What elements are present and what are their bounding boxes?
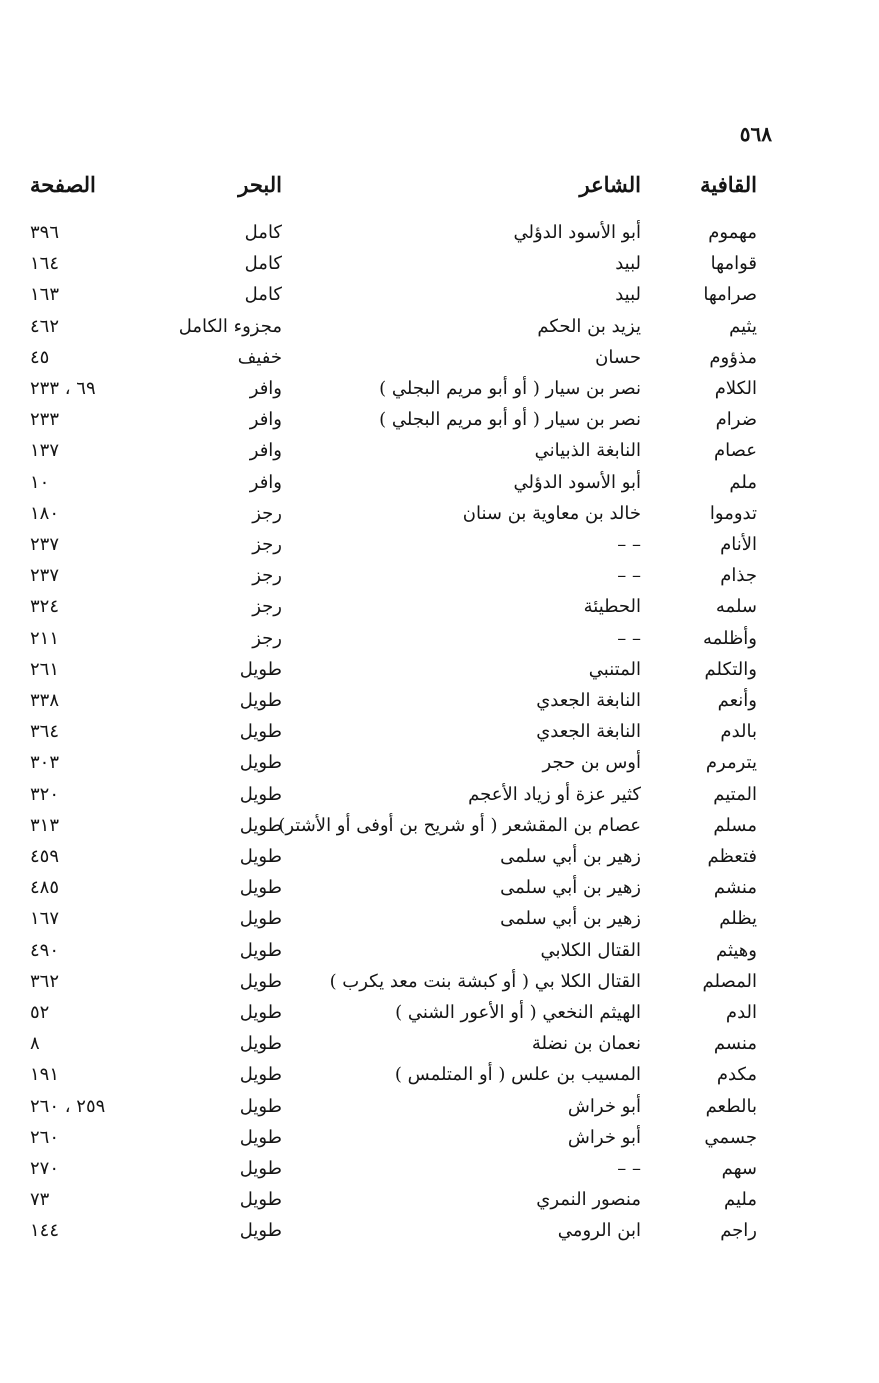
page-cell: ٥٢ (30, 1002, 50, 1023)
table-row (0, 815, 879, 846)
meter-cell: طويل (239, 846, 282, 867)
page-cell: ٢٦١ (30, 658, 60, 680)
poet-cell: – – (617, 534, 641, 555)
table-row (0, 628, 879, 659)
page-cell: ٣٢٤ (30, 596, 60, 618)
table-header (0, 172, 879, 206)
table-row (0, 1064, 879, 1095)
page-cell: ١٨٠ (30, 502, 60, 524)
page-cell: ٤٥٩ (30, 846, 60, 867)
table-row (0, 1158, 879, 1189)
rhyme-cell: مذؤوم (709, 346, 757, 368)
table-row (0, 784, 879, 815)
table-row (0, 940, 879, 971)
meter-cell: كامل (244, 253, 282, 275)
rhyme-cell: جذام (720, 565, 757, 587)
meter-cell: طويل (239, 1033, 282, 1055)
page-cell: ٢٣٧ (30, 565, 60, 587)
table-row (0, 565, 879, 596)
meter-cell: طويل (239, 1126, 282, 1148)
rhyme-cell: منسم (713, 1033, 757, 1055)
poet-cell: أبو خراش (567, 1126, 641, 1148)
meter-cell: رجز (252, 565, 282, 587)
table-row (0, 440, 879, 471)
poet-cell: النابغة الذبياني (534, 440, 641, 462)
rhyme-cell: مكدم (716, 1064, 757, 1086)
table-row (0, 690, 879, 721)
meter-cell: طويل (239, 877, 282, 899)
page-cell: ٤٥ (30, 346, 50, 368)
poet-cell: لبيد (615, 253, 641, 275)
rhyme-cell: الدم (725, 1002, 757, 1023)
table-row (0, 316, 879, 347)
poet-cell: الهيثم النخعي ( أو الأعور الشني ) (395, 1002, 641, 1023)
rhyme-cell: وهيثم (715, 939, 757, 961)
poet-cell: كثير عزة أو زياد الأعجم (468, 783, 641, 805)
page-cell: ٤٨٥ (30, 877, 60, 899)
page-cell: ١٤٤ (30, 1220, 60, 1242)
poet-cell: حسان (595, 346, 641, 368)
table-row (0, 1033, 879, 1064)
meter-cell: طويل (239, 1158, 282, 1179)
poet-cell: خالد بن معاوية بن سنان (462, 502, 641, 524)
table-row (0, 253, 879, 284)
meter-cell: وافر (249, 440, 282, 462)
table-row (0, 846, 879, 877)
table-row (0, 409, 879, 440)
rhyme-cell: يترمرم (705, 752, 757, 774)
rhyme-cell: والتكلم (704, 658, 757, 680)
meter-cell: وافر (249, 409, 282, 431)
page-cell: ١٦٤ (30, 253, 60, 275)
poet-cell: القتال الكلا بي ( أو كبشة بنت معد يكرب ) (329, 970, 641, 992)
table-row (0, 971, 879, 1002)
page-cell: ٣٦٢ (30, 970, 60, 992)
poet-cell: ابن الرومي (557, 1220, 641, 1242)
table-row (0, 721, 879, 752)
meter-cell: كامل (244, 284, 282, 306)
table-row (0, 534, 879, 565)
poet-cell: زهير بن أبي سلمى (500, 877, 641, 899)
page-cell: ٤٦٢ (30, 315, 60, 337)
rhyme-cell: تدوموا (709, 502, 757, 524)
rhyme-cell: وأنعم (717, 690, 757, 711)
page-cell: ٨ (30, 1033, 40, 1055)
meter-cell: طويل (239, 939, 282, 961)
poet-cell: القتال الكلابي (540, 939, 641, 961)
page-cell: ٤٩٠ (30, 939, 60, 961)
page-cell: ٢٧٠ (30, 1158, 60, 1179)
meter-cell: كامل (244, 222, 282, 243)
poet-cell: – – (617, 565, 641, 587)
rhyme-cell: جسمي (704, 1126, 757, 1148)
poet-cell: أبو الأسود الدؤلي (513, 222, 641, 243)
rhyme-cell: مليم (723, 1189, 757, 1211)
rhyme-cell: المتيم (713, 783, 757, 805)
poet-cell: نعمان بن نضلة (531, 1033, 641, 1055)
meter-cell: مجزوء الكامل (178, 315, 282, 337)
page-cell: ٢٦٠ (30, 1126, 60, 1148)
table-row (0, 659, 879, 690)
rhyme-cell: بالدم (720, 721, 757, 743)
meter-cell: رجز (252, 596, 282, 618)
index-table (0, 222, 879, 1302)
table-row (0, 877, 879, 908)
header-meter: البحر (238, 172, 282, 197)
rhyme-cell: مهموم (708, 222, 757, 243)
meter-cell: خفيف (237, 346, 282, 368)
meter-cell: طويل (239, 752, 282, 774)
table-row (0, 1096, 879, 1127)
poet-cell: أبو خراش (567, 1095, 641, 1117)
table-row (0, 908, 879, 939)
page-cell: ٣٩٦ (30, 222, 60, 243)
rhyme-cell: يظلم (719, 908, 757, 930)
poet-cell: الحطيئة (583, 596, 641, 618)
page-cell: ١٦٣ (30, 284, 60, 306)
rhyme-cell: وأظلمه (702, 627, 757, 649)
poet-cell: لبيد (615, 284, 641, 306)
page-cell: ١٩١ (30, 1064, 60, 1086)
poet-cell: عصام بن المقشعر ( أو شريح بن أوفى أو الأشتر) (278, 814, 641, 836)
meter-cell: وافر (249, 378, 282, 399)
page-cell: ٦٩ ، ٢٣٣ (30, 378, 96, 399)
rhyme-cell: راجم (720, 1220, 757, 1242)
meter-cell: رجز (252, 534, 282, 555)
meter-cell: طويل (239, 908, 282, 930)
table-row (0, 347, 879, 378)
poet-cell: أبو الأسود الدؤلي (513, 471, 641, 493)
header-poet: الشاعر (579, 172, 641, 197)
page-cell: ٣٢٠ (30, 783, 60, 805)
poet-cell: يزيد بن الحكم (537, 315, 641, 337)
rhyme-cell: الأنام (720, 534, 757, 555)
meter-cell: طويل (239, 814, 282, 836)
meter-cell: طويل (239, 658, 282, 680)
table-row (0, 1127, 879, 1158)
page-cell: ٢١١ (30, 627, 60, 649)
rhyme-cell: بالطعم (705, 1095, 757, 1117)
poet-cell: المتنبي (588, 658, 641, 680)
poet-cell: زهير بن أبي سلمى (500, 908, 641, 930)
meter-cell: وافر (249, 471, 282, 493)
poet-cell: نصر بن سيار ( أو أبو مريم البجلي ) (379, 409, 641, 431)
meter-cell: طويل (239, 970, 282, 992)
meter-cell: طويل (239, 1002, 282, 1023)
meter-cell: رجز (252, 502, 282, 524)
rhyme-cell: الكلام (714, 378, 757, 399)
page-cell: ٣٦٤ (30, 721, 60, 743)
page-cell: ١٦٧ (30, 908, 60, 930)
rhyme-cell: المصلم (702, 970, 757, 992)
table-row (0, 284, 879, 315)
rhyme-cell: ملم (729, 471, 757, 493)
meter-cell: طويل (239, 1095, 282, 1117)
page-cell: ٣٠٣ (30, 752, 60, 774)
table-row (0, 378, 879, 409)
poet-cell: أوس بن حجر (542, 752, 641, 774)
table-row (0, 596, 879, 627)
meter-cell: طويل (239, 783, 282, 805)
page-cell: ٣٣٨ (30, 690, 60, 711)
rhyme-cell: فتعظم (707, 846, 757, 867)
rhyme-cell: صرامها (703, 284, 757, 306)
meter-cell: طويل (239, 1064, 282, 1086)
table-row (0, 222, 879, 253)
page-cell: ٢٥٩ ، ٢٦٠ (30, 1095, 106, 1117)
header-rhyme: القافية (700, 172, 757, 197)
poet-cell: – – (617, 1158, 641, 1179)
page-cell: ٣١٣ (30, 814, 60, 836)
poet-cell: النابغة الجعدي (536, 690, 641, 711)
poet-cell: – – (617, 627, 641, 649)
rhyme-cell: ضرام (715, 409, 757, 431)
rhyme-cell: مسلم (713, 814, 757, 836)
table-row (0, 472, 879, 503)
page-cell: ٢٣٣ (30, 409, 60, 431)
rhyme-cell: قوامها (710, 253, 757, 275)
page-cell: ١٣٧ (30, 440, 60, 462)
poet-cell: المسيب بن علس ( أو المتلمس ) (394, 1064, 641, 1086)
table-row (0, 1220, 879, 1251)
poet-cell: منصور النمري (536, 1189, 641, 1211)
table-row (0, 1002, 879, 1033)
rhyme-cell: منشم (713, 877, 757, 899)
meter-cell: رجز (252, 627, 282, 649)
header-page: الصفحة (30, 172, 96, 197)
poet-cell: النابغة الجعدي (536, 721, 641, 743)
page-cell: ٢٣٧ (30, 534, 60, 555)
table-row (0, 503, 879, 534)
poet-cell: نصر بن سيار ( أو أبو مريم البجلي ) (379, 378, 641, 399)
page-cell: ٧٣ (30, 1189, 50, 1211)
rhyme-cell: عصام (714, 440, 757, 462)
table-row (0, 1189, 879, 1220)
rhyme-cell: سهم (721, 1158, 757, 1179)
meter-cell: طويل (239, 690, 282, 711)
page-number: ٥٦٨ (739, 122, 772, 146)
table-row (0, 752, 879, 783)
meter-cell: طويل (239, 1220, 282, 1242)
poet-cell: زهير بن أبي سلمى (500, 846, 641, 867)
meter-cell: طويل (239, 721, 282, 743)
rhyme-cell: يثيم (729, 315, 757, 337)
page-cell: ١٠ (30, 471, 50, 493)
meter-cell: طويل (239, 1189, 282, 1211)
rhyme-cell: سلمه (715, 596, 757, 618)
